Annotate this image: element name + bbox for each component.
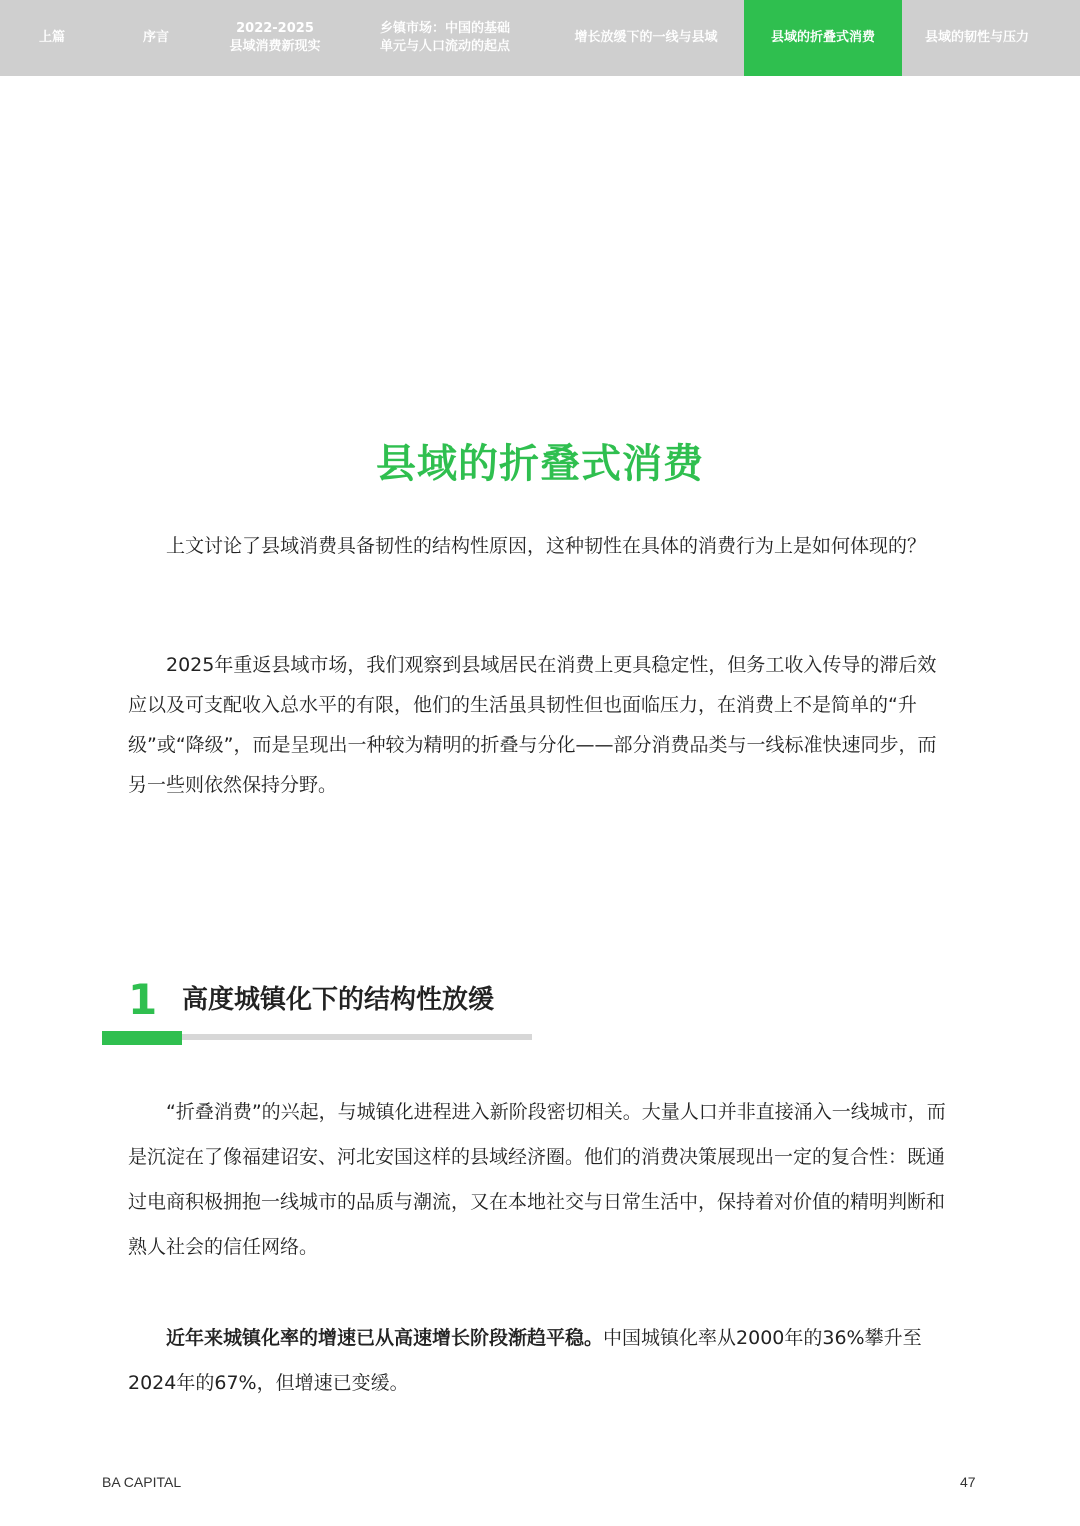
tab-label: 序言 — [142, 30, 169, 45]
tab-label-line1: 乡镇市场：中国的基础 — [379, 21, 510, 36]
tab-2022-2025[interactable] — [208, 0, 342, 76]
page-title: 县域的折叠式消费 — [376, 441, 704, 487]
tab-township-market[interactable] — [342, 0, 548, 76]
subsection-number: 1 — [128, 975, 158, 1024]
tab-growth-slowdown[interactable] — [548, 0, 744, 76]
footer-brand: BA CAPITAL — [102, 1474, 182, 1490]
tab-label: 增长放缓下的一线与县域 — [574, 30, 718, 45]
subsection-title: 高度城镇化下的结构性放缓 — [182, 985, 495, 1015]
tab-part-one[interactable] — [0, 0, 104, 76]
body-paragraph-2-emphasis: 近年来城镇化率的增速已从高速增长阶段渐趋平稳。 — [166, 1327, 604, 1349]
body-paragraph-2-rest: 中国城镇化率从2000年的36%攀升至2024年的67%，但增速已变缓。 — [128, 1327, 922, 1394]
top-nav-bar — [0, 0, 1080, 76]
tab-label-line2: 县域消费新现实 — [229, 39, 321, 54]
tab-label-line2: 单元与人口流动的起点 — [379, 39, 510, 54]
tab-folded-consumption[interactable] — [744, 0, 902, 76]
intro-paragraph-2: 2025年重返县域市场，我们观察到县域居民在消费上更具稳定性，但务工收入传导的滞后效应以及可支配收入总水平的有限，他们的生活虽具韧性但也面临压力，在消费上不是简单的“升级”或“降级”，而是呈现出一种较为精明的折叠与分化——部分消费品类与一线标准快速同步，而另一些则依然保持分野。 — [128, 654, 937, 796]
tab-label-line1: 2022-2025 — [236, 21, 314, 36]
intro-paragraph-1: 上文讨论了县域消费具备韧性的结构性原因，这种韧性在具体的消费行为上是如何体现的？ — [166, 535, 927, 557]
subsection-heading — [128, 972, 494, 1028]
body-paragraph-1: “折叠消费”的兴起，与城镇化进程进入新阶段密切相关。大量人口并非直接涌入一线城市，而是沉淀在了像福建诏安、河北安国这样的县域经济圈。他们的消费决策展现出一定的复合性：既通过电商积极拥抱一线城市的品质与潮流，又在本地社交与日常生活中，保持着对价值的精明判断和熟人社会的信任网络。 — [128, 1101, 946, 1258]
tab-label: 县域的韧性与压力 — [924, 30, 1029, 45]
tab-resilience-pressure[interactable] — [902, 0, 1052, 76]
tab-label: 县域的折叠式消费 — [770, 30, 875, 45]
tab-preface[interactable] — [104, 0, 208, 76]
page-number: 47 — [960, 1474, 976, 1490]
heading-underline-accent — [102, 1031, 182, 1045]
tab-label: 上篇 — [38, 30, 65, 45]
body-paragraph-2 — [128, 1316, 952, 1406]
